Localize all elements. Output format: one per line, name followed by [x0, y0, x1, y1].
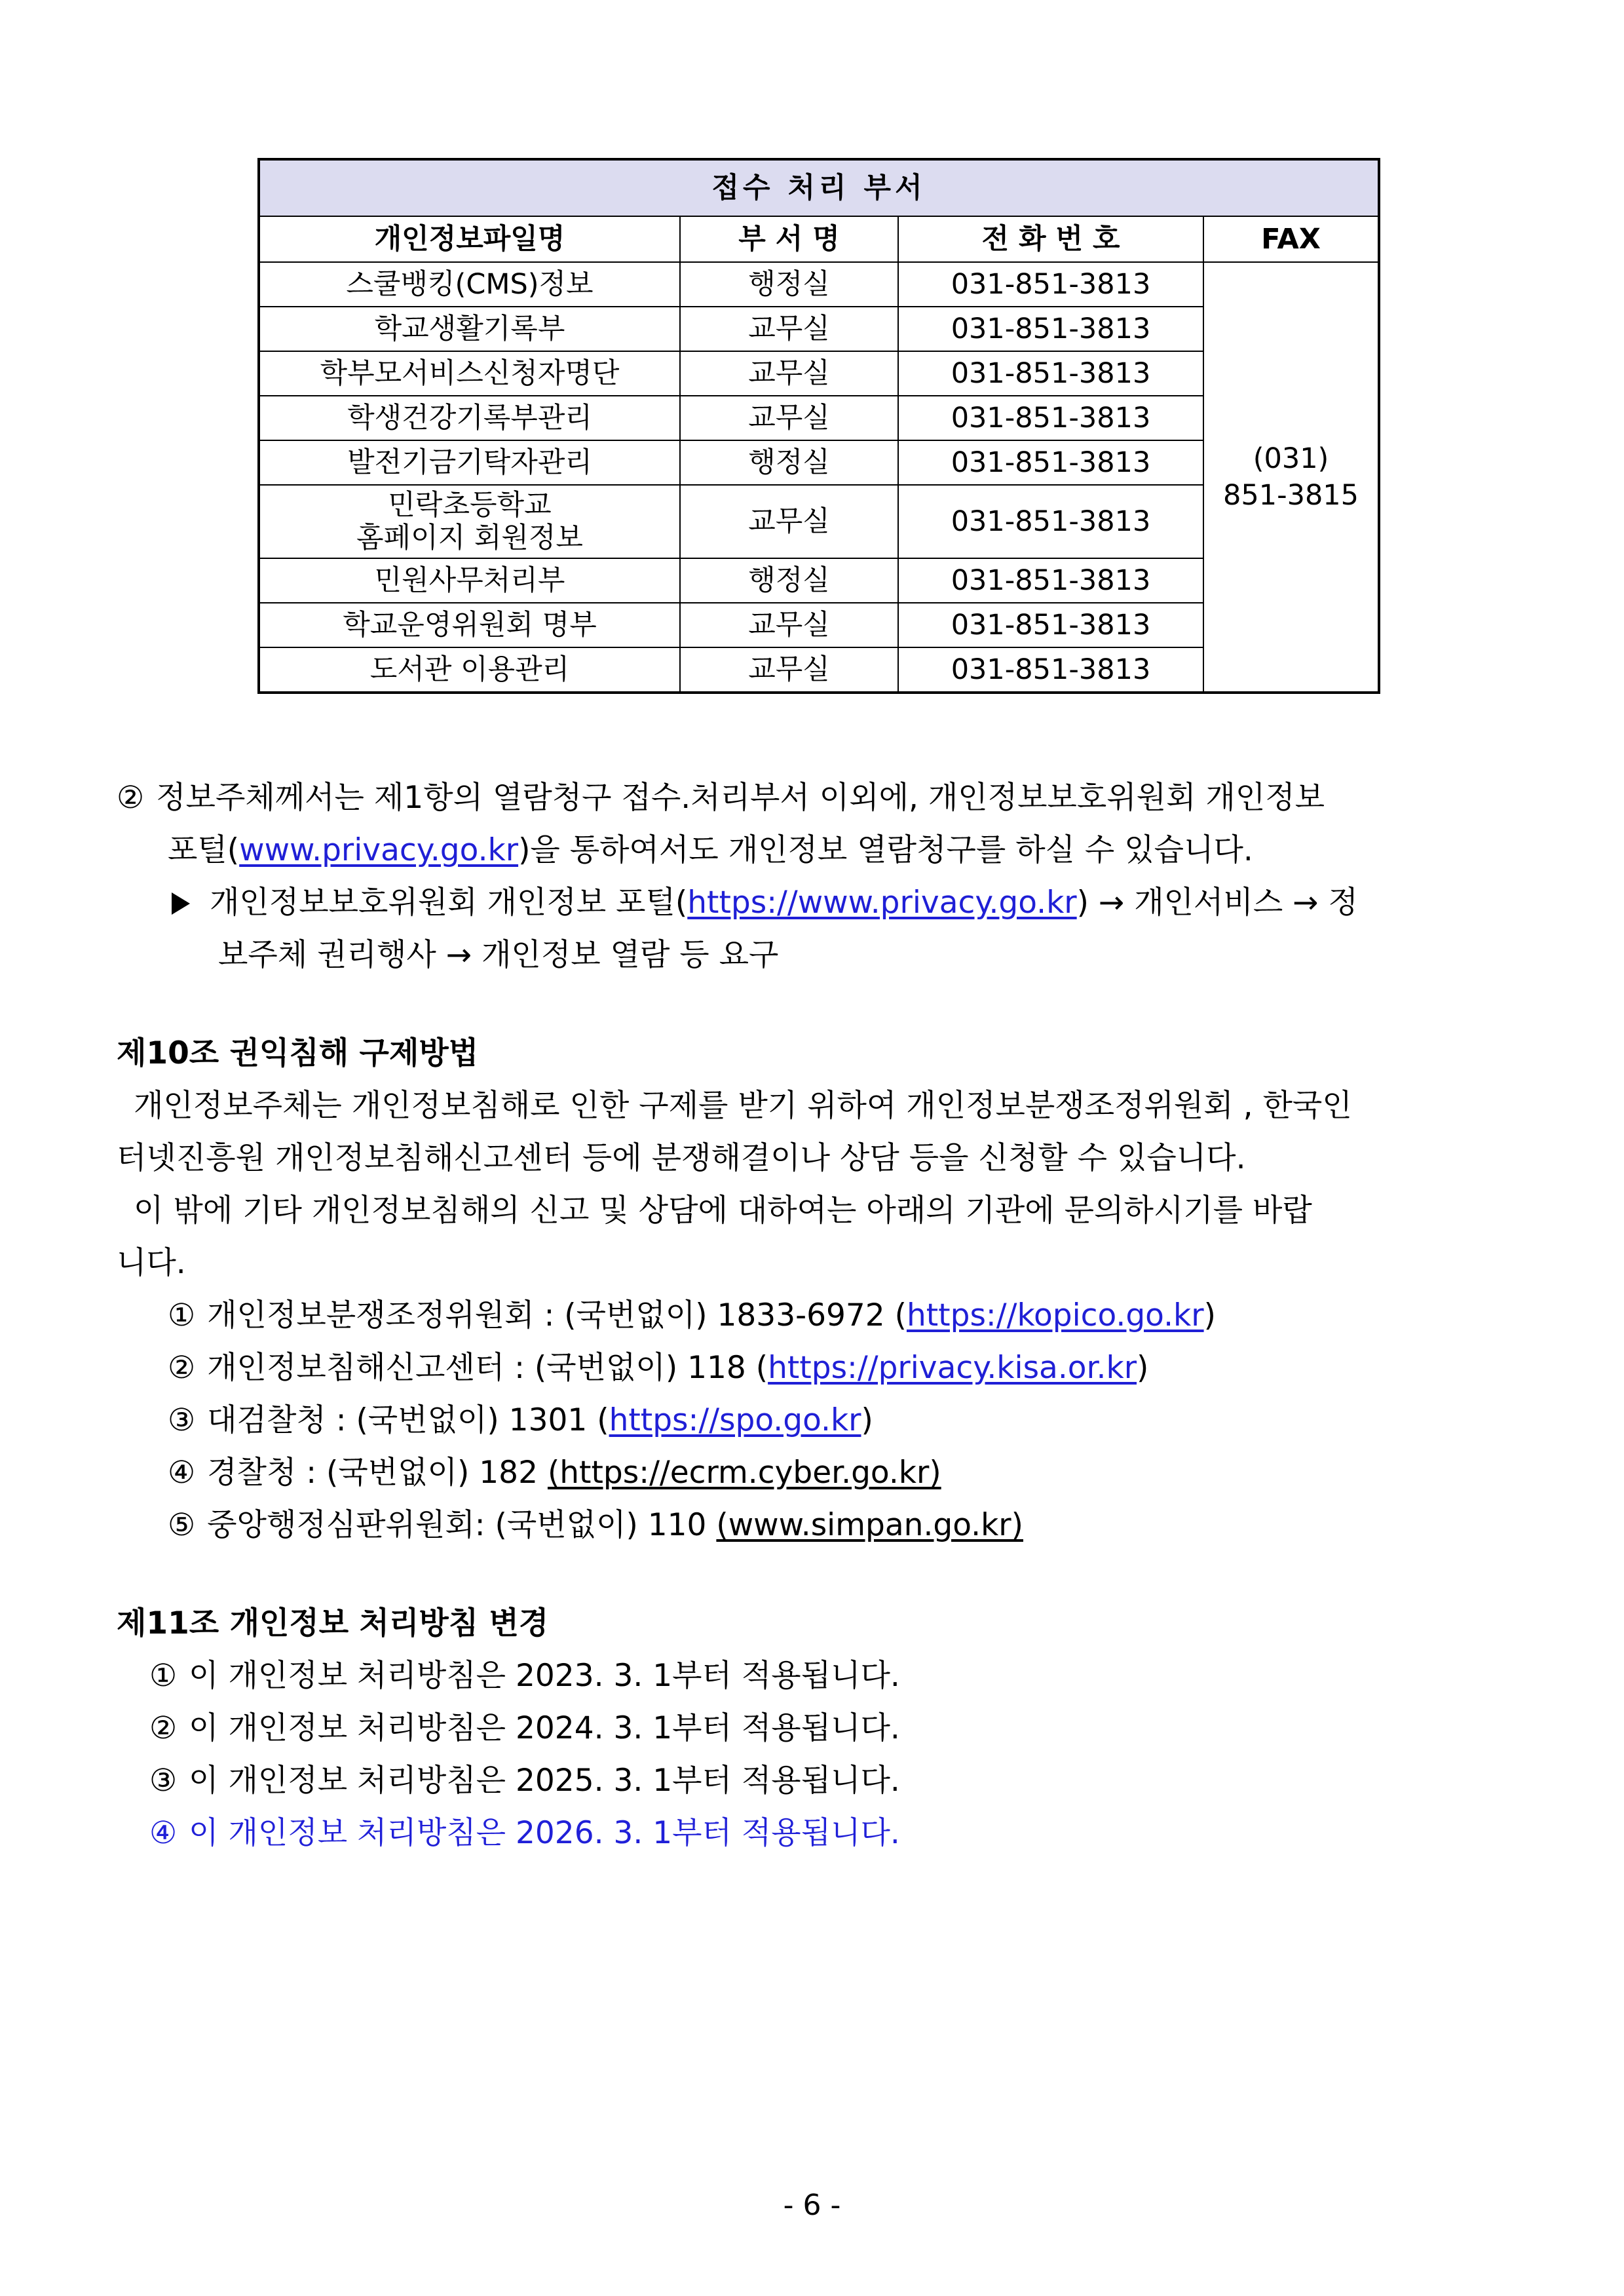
cell-dept: 행정실	[680, 262, 898, 307]
para2-marker: ②	[117, 780, 145, 816]
item-marker: ②	[168, 1350, 196, 1386]
cell-phone: 031-851-3813	[898, 396, 1203, 440]
list-item	[168, 1499, 1023, 1552]
triangle-bullet-icon	[172, 892, 190, 915]
article11-heading: 제11조 개인정보 처리방침 변경	[117, 1605, 549, 1641]
para2-bullet-line2: 보주체 권리행사 → 개인정보 열람 등 요구	[218, 937, 779, 973]
cell-dept: 교무실	[680, 307, 898, 351]
item-marker: ①	[149, 1658, 178, 1694]
table-header-row	[259, 216, 1379, 262]
cell-file: 학교생활기록부	[259, 307, 680, 351]
item-close: )	[861, 1402, 873, 1438]
item-text: 대검찰청 : (국번없이) 1301 (	[207, 1402, 609, 1438]
fax-line-1: (031)	[1253, 442, 1329, 475]
para2-text-1: 정보주체께서는 제1항의 열람청구 접수.처리부서 이외에, 개인정보보호위원회 개인정보	[156, 780, 1325, 816]
cell-file: 학부모서비스신청자명단	[259, 351, 680, 396]
article10-p1-line2: 터넷진흥원 개인정보침해신고센터 등에 분쟁해결이나 상담 등을 신청할 수 있습니다.	[117, 1140, 1246, 1176]
spo-link[interactable]: https://spo.go.kr	[609, 1402, 861, 1438]
cell-phone: 031-851-3813	[898, 558, 1203, 603]
para2-line2	[168, 824, 1253, 877]
para2-text-2b: )을 통하여서도 개인정보 열람청구를 하실 수 있습니다.	[518, 832, 1253, 868]
cell-file: 발전기금기탁자관리	[259, 440, 680, 485]
cell-dept: 행정실	[680, 440, 898, 485]
bullet-text-b: ) → 개인서비스 → 정	[1076, 885, 1358, 921]
article10-heading: 제10조 권익침해 구제방법	[117, 1035, 479, 1071]
cell-phone: 031-851-3813	[898, 307, 1203, 351]
simpan-link[interactable]: (www.simpan.go.kr)	[716, 1507, 1023, 1543]
cell-dept: 교무실	[680, 396, 898, 440]
article10-p2-line2: 니다.	[117, 1245, 186, 1281]
header-dept: 부 서 명	[680, 216, 898, 262]
item-close: )	[1203, 1297, 1216, 1333]
article10-p1-line1: 개인정보주체는 개인정보침해로 인한 구제를 받기 위하여 개인정보분쟁조정위원회 , 한국인	[134, 1088, 1352, 1124]
para2-line1	[117, 772, 1494, 824]
para2-text-2a: 포털(	[168, 832, 240, 868]
cell-dept: 교무실	[680, 485, 898, 558]
privacy-portal-https-link[interactable]: https://www.privacy.go.kr	[687, 885, 1077, 921]
item-marker: ①	[168, 1297, 196, 1333]
item-text: 이 개인정보 처리방침은 2024. 3. 1부터 적용됩니다.	[189, 1710, 900, 1746]
item-close: )	[1137, 1350, 1149, 1386]
kisa-link[interactable]: https://privacy.kisa.or.kr	[768, 1350, 1137, 1386]
cell-file	[259, 485, 680, 558]
header-phone: 전 화 번 호	[898, 216, 1203, 262]
reception-dept-table	[257, 158, 1380, 694]
item-text: 경찰청 : (국번없이) 182	[207, 1455, 548, 1491]
item-marker: ③	[149, 1763, 178, 1799]
cell-phone: 031-851-3813	[898, 603, 1203, 647]
list-item	[168, 1447, 941, 1499]
cell-file-line-1: 민락초등학교	[388, 489, 552, 522]
cell-file: 학생건강기록부관리	[259, 396, 680, 440]
cell-dept: 교무실	[680, 647, 898, 693]
item-text: 개인정보침해신고센터 : (국번없이) 118 (	[207, 1350, 768, 1386]
header-file-name: 개인정보파일명	[259, 216, 680, 262]
list-item	[168, 1290, 1216, 1342]
item-text: 중앙행정심판위원회: (국번없이) 110	[207, 1507, 717, 1543]
item-marker: ②	[149, 1710, 178, 1746]
cell-file: 학교운영위원회 명부	[259, 603, 680, 647]
cell-file: 스쿨뱅킹(CMS)정보	[259, 262, 680, 307]
list-item-current	[149, 1807, 900, 1860]
cell-phone: 031-851-3813	[898, 485, 1203, 558]
cell-phone: 031-851-3813	[898, 647, 1203, 693]
item-marker: ④	[149, 1815, 178, 1851]
cell-file-line-2: 홈페이지 회원정보	[356, 522, 583, 554]
list-item	[168, 1342, 1148, 1394]
fax-line-2: 851-3815	[1223, 479, 1359, 512]
table-caption: 접수 처리 부서	[259, 159, 1379, 216]
cell-phone: 031-851-3813	[898, 351, 1203, 396]
item-marker: ④	[168, 1455, 196, 1491]
list-item	[168, 1394, 873, 1447]
list-item	[149, 1755, 900, 1807]
item-text: 이 개인정보 처리방침은 2025. 3. 1부터 적용됩니다.	[189, 1763, 900, 1799]
item-text: 개인정보분쟁조정위원회 : (국번없이) 1833-6972 (	[207, 1297, 907, 1333]
cell-phone: 031-851-3813	[898, 440, 1203, 485]
table-row	[259, 262, 1379, 307]
item-text: 이 개인정보 처리방침은 2023. 3. 1부터 적용됩니다.	[189, 1658, 900, 1694]
cell-dept: 교무실	[680, 351, 898, 396]
item-marker: ③	[168, 1402, 196, 1438]
article10-p2-line1: 이 밖에 기타 개인정보침해의 신고 및 상담에 대하여는 아래의 기관에 문의하시기를 바랍	[134, 1193, 1312, 1229]
header-fax: FAX	[1203, 216, 1379, 262]
kopico-link[interactable]: https://kopico.go.kr	[906, 1297, 1204, 1333]
list-item	[149, 1650, 900, 1702]
list-item	[149, 1702, 900, 1755]
cell-file: 도서관 이용관리	[259, 647, 680, 693]
bullet-text-a: 개인정보보호위원회 개인정보 포털(	[210, 885, 688, 921]
ecrm-link[interactable]: (https://ecrm.cyber.go.kr)	[547, 1455, 941, 1491]
cell-fax	[1203, 262, 1379, 693]
page-number: - 6 -	[783, 2189, 841, 2222]
cell-file: 민원사무처리부	[259, 558, 680, 603]
cell-dept: 행정실	[680, 558, 898, 603]
item-marker: ⑤	[168, 1507, 196, 1543]
cell-dept: 교무실	[680, 603, 898, 647]
item-text: 이 개인정보 처리방침은 2026. 3. 1부터 적용됩니다.	[189, 1815, 900, 1851]
privacy-portal-link[interactable]: www.privacy.go.kr	[239, 832, 519, 868]
cell-phone: 031-851-3813	[898, 262, 1203, 307]
para2-bullet	[172, 877, 1358, 929]
